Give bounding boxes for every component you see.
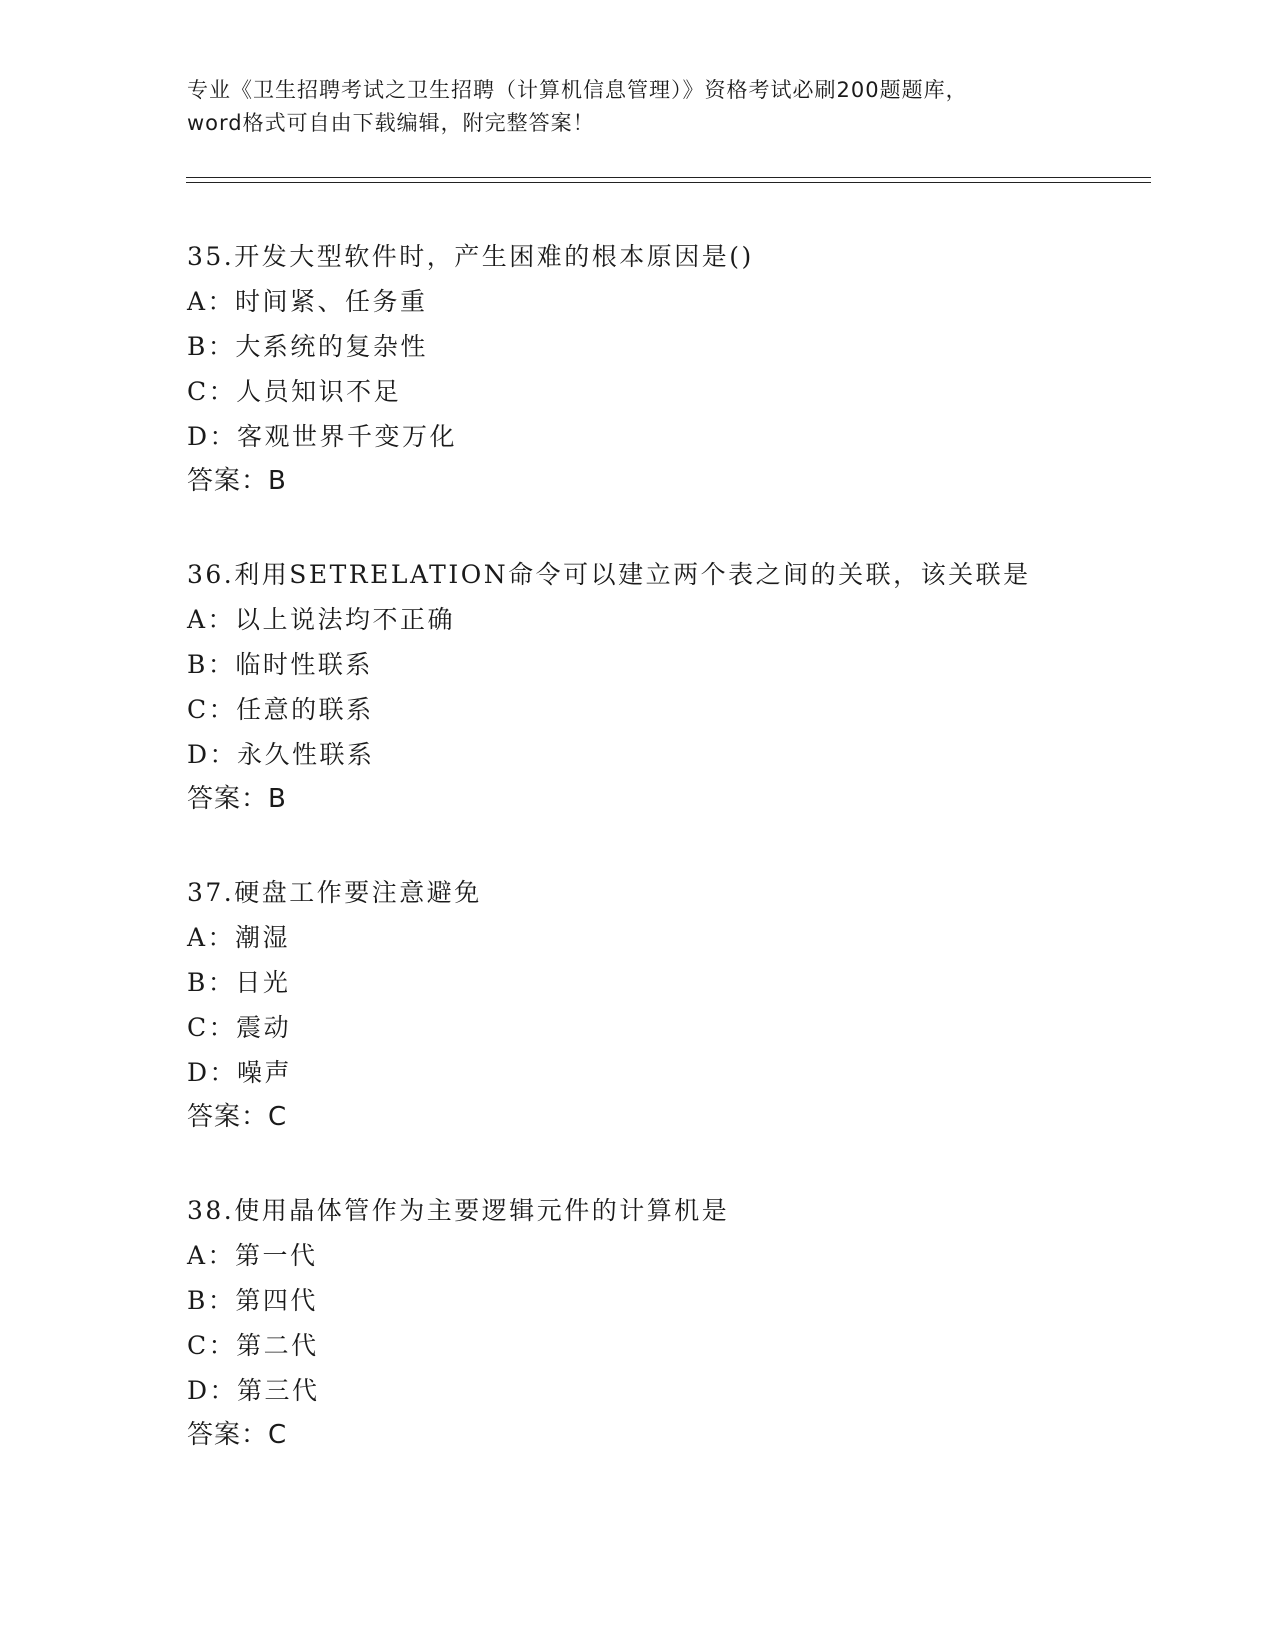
answer-line: 答案：C: [187, 1102, 288, 1132]
option-a: A：第一代: [187, 1241, 318, 1270]
option-a: A：时间紧、任务重: [187, 287, 428, 316]
answer-line: 答案：C: [187, 1420, 288, 1450]
header-divider-top: [186, 177, 1151, 178]
answer-line: 答案：B: [187, 784, 287, 814]
question-35: [187, 234, 1137, 504]
option-d: D：噪声: [187, 1058, 293, 1087]
document-header: [187, 74, 1087, 140]
option-b: B：临时性联系: [187, 650, 373, 679]
option-b: B：日光: [187, 968, 291, 997]
header-divider-bottom: [186, 182, 1151, 183]
question-title: 37.硬盘工作要注意避免: [187, 878, 482, 907]
question-title: 36.利用SETRELATION命令可以建立两个表之间的关联，该关联是: [187, 560, 1031, 589]
question-37: [187, 870, 1137, 1140]
option-d: D：第三代: [187, 1376, 320, 1405]
option-b: B：第四代: [187, 1286, 318, 1315]
option-b: B：大系统的复杂性: [187, 332, 428, 361]
option-a: A：以上说法均不正确: [187, 605, 456, 634]
header-line-2: word格式可自由下载编辑，附完整答案！: [187, 111, 595, 135]
option-d: D：客观世界千变万化: [187, 422, 458, 451]
question-title: 35.开发大型软件时，产生困难的根本原因是(): [187, 242, 754, 271]
question-38: [187, 1188, 1137, 1458]
answer-line: 答案：B: [187, 466, 287, 496]
question-title: 38.使用晶体管作为主要逻辑元件的计算机是: [187, 1196, 730, 1225]
option-c: C：人员知识不足: [187, 377, 402, 406]
header-line-1: 专业《卫生招聘考试之卫生招聘（计算机信息管理）》资格考试必刷200题题库，: [187, 78, 968, 102]
option-a: A：潮湿: [187, 923, 291, 952]
option-c: C：震动: [187, 1013, 292, 1042]
option-c: C：任意的联系: [187, 695, 374, 724]
option-c: C：第二代: [187, 1331, 319, 1360]
option-d: D：永久性联系: [187, 740, 375, 769]
question-36: [187, 552, 1137, 822]
